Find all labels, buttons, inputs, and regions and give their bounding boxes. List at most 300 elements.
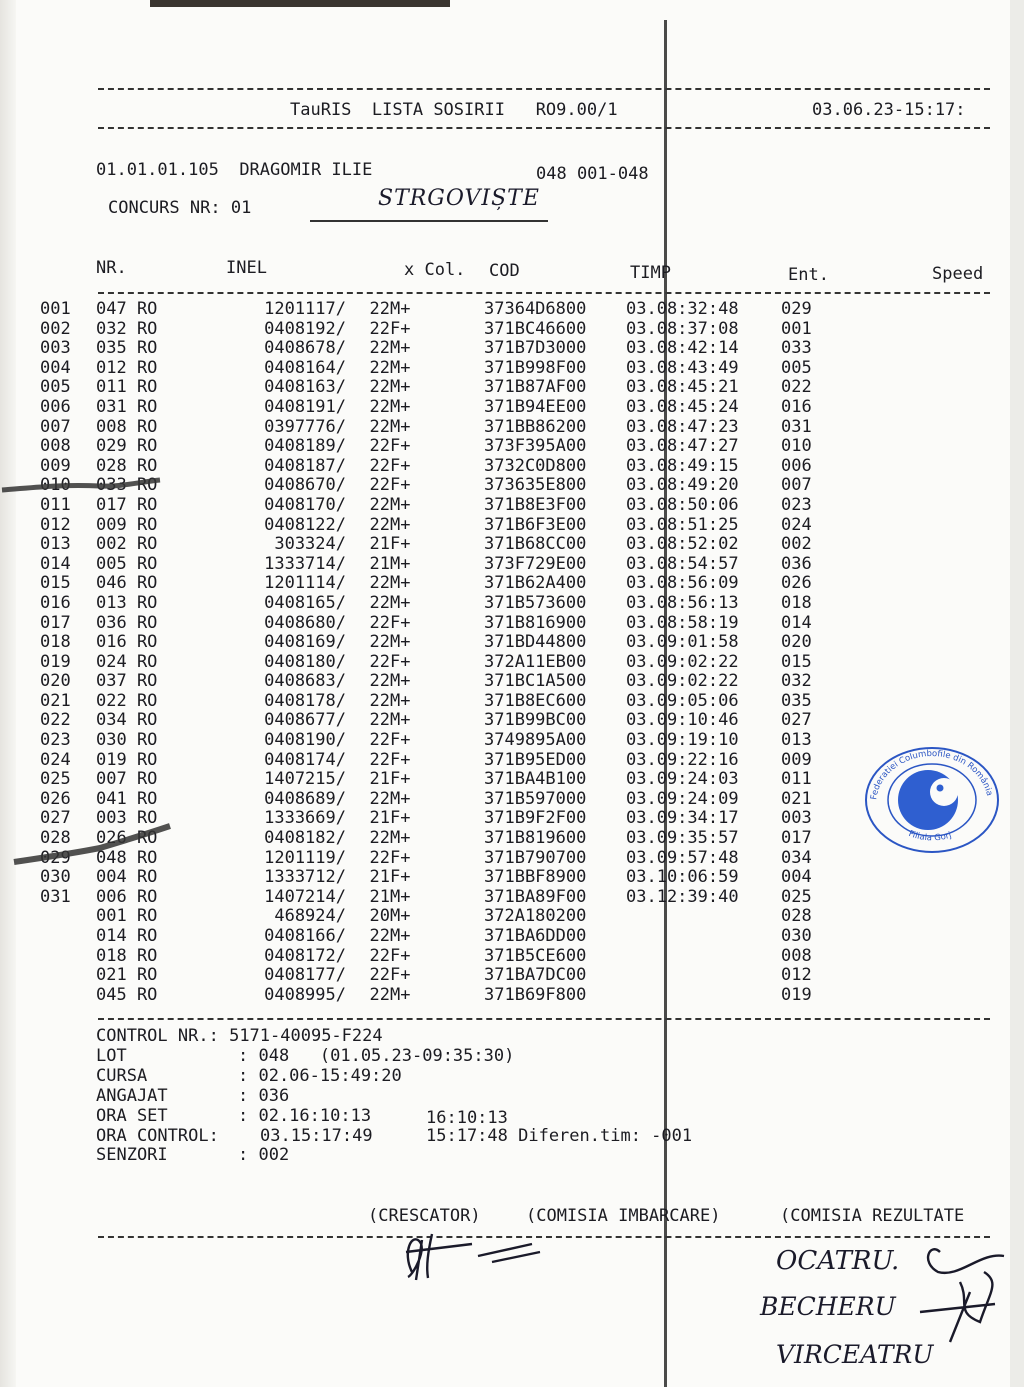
row-year: 22 — [369, 514, 390, 535]
senzori-value: : 002 — [238, 1145, 290, 1165]
row-sex: F+ — [390, 965, 411, 986]
row-entry: 020 — [781, 632, 812, 653]
row-entry: 016 — [781, 396, 812, 417]
row-code: 371B5CE600 — [484, 945, 587, 966]
row-entry: 005 — [781, 357, 812, 378]
row-entry: 010 — [781, 436, 812, 457]
row-nr: 032 RO — [96, 318, 158, 339]
row-position: 018 — [40, 632, 71, 653]
row-year: 22 — [369, 788, 390, 809]
col-timp: TIMP — [630, 263, 671, 283]
row-year: 22 — [369, 396, 390, 417]
row-sex: F+ — [390, 612, 411, 633]
row-entry: 031 — [781, 416, 812, 437]
row-sex: M+ — [390, 690, 411, 711]
row-sex: F+ — [390, 475, 411, 496]
row-year: 22 — [369, 494, 390, 515]
row-nr: 035 RO — [96, 338, 158, 359]
row-sex: F+ — [390, 455, 411, 476]
row-ring: 0408677/ — [264, 710, 346, 731]
contest-number: 01 — [230, 198, 252, 218]
row-code: 371BA4B100 — [484, 769, 587, 790]
row-code: 371B816900 — [484, 612, 587, 633]
row-ring: 0408683/ — [264, 671, 346, 692]
row-code: 371B95ED00 — [484, 749, 587, 770]
row-entry: 006 — [781, 455, 812, 476]
row-year: 22 — [369, 475, 390, 496]
row-entry: 032 — [781, 671, 812, 692]
row-entry: 024 — [781, 514, 812, 535]
federation-stamp — [862, 744, 1002, 854]
signature-name-2: BECHERU — [760, 1292, 896, 1321]
lot-value: : 048 (01.05.23-09:35:30) — [238, 1046, 515, 1066]
row-ring: 0408191/ — [264, 396, 346, 417]
row-ring: 0408169/ — [264, 632, 346, 653]
table-row — [40, 947, 831, 967]
row-nr: 017 RO — [96, 494, 158, 515]
row-position: 007 — [40, 416, 71, 437]
row-ring: 0408165/ — [264, 592, 346, 613]
row-sex: M+ — [390, 632, 411, 653]
ora-set-value2: 16:10:13 — [426, 1108, 508, 1128]
row-time: 03.08:42:14 — [626, 338, 739, 359]
table-row — [40, 888, 831, 908]
row-entry: 025 — [781, 886, 812, 907]
row-entry: 011 — [781, 769, 812, 790]
row-ring: 0408170/ — [264, 494, 346, 515]
row-ring: 1333714/ — [264, 553, 346, 574]
row-sex: M+ — [390, 926, 411, 946]
cursa-value: : 02.06-15:49:20 — [238, 1066, 402, 1086]
row-sex: M+ — [390, 494, 411, 515]
row-entry: 019 — [781, 984, 812, 1005]
row-time: 03.08:32:48 — [626, 299, 739, 319]
row-year: 22 — [369, 710, 390, 731]
row-nr: 019 RO — [96, 749, 158, 770]
row-time: 03.09:02:22 — [626, 671, 739, 692]
row-position: 015 — [40, 573, 71, 594]
row-position: 002 — [40, 318, 71, 339]
row-year: 21 — [369, 867, 390, 888]
row-ring: 1201114/ — [264, 573, 346, 594]
row-year: 22 — [369, 338, 390, 359]
row-position: 025 — [40, 769, 71, 790]
row-ring: 0408163/ — [264, 377, 346, 398]
stamp-bottom-text: Filiala Gorj — [907, 829, 953, 844]
row-code: 371BA6DD00 — [484, 926, 587, 946]
row-year: 21 — [369, 553, 390, 574]
row-code: 371B790700 — [484, 847, 587, 868]
col-xcol: x Col. — [404, 260, 466, 280]
row-entry: 033 — [781, 338, 812, 359]
row-nr: 030 RO — [96, 730, 158, 751]
control-value: 5171-40095-F224 — [229, 1026, 383, 1046]
sign-crescator: (CRESCATOR) — [368, 1206, 481, 1226]
row-ring: 1201117/ — [264, 299, 346, 319]
pen-stroke — [0, 470, 170, 510]
contest-underline — [310, 220, 548, 222]
row-ring: 0408680/ — [264, 612, 346, 633]
col-nr: NR. — [96, 258, 127, 278]
row-position: 008 — [40, 436, 71, 457]
row-position: 020 — [40, 671, 71, 692]
row-entry: 017 — [781, 828, 812, 849]
table-row — [40, 770, 831, 790]
row-code: 3732C0D800 — [484, 455, 587, 476]
signature-name-3: VIRCEATRU — [776, 1340, 934, 1369]
row-position: 004 — [40, 357, 71, 378]
row-entry: 012 — [781, 965, 812, 986]
row-sex: M+ — [390, 377, 411, 398]
row-year: 22 — [369, 749, 390, 770]
row-time: 03.08:47:23 — [626, 416, 739, 437]
row-code: 371B87AF00 — [484, 377, 587, 398]
row-nr: 048 RO — [96, 847, 158, 868]
row-code: 371BC46600 — [484, 318, 587, 339]
row-code: 371BA7DC00 — [484, 965, 587, 986]
row-time: 03.09:35:57 — [626, 828, 739, 849]
divider — [98, 88, 990, 90]
row-nr: 047 RO — [96, 299, 158, 319]
row-time: 03.08:47:27 — [626, 436, 739, 457]
row-year: 21 — [369, 808, 390, 829]
row-time: 03.12:39:40 — [626, 886, 739, 907]
row-sex: F+ — [390, 651, 411, 672]
sign-comisia-imbarcare: (COMISIA IMBARCARE) — [526, 1206, 721, 1226]
row-code: 371BBF8900 — [484, 867, 587, 888]
row-code: 3749895A00 — [484, 730, 587, 751]
row-year: 22 — [369, 357, 390, 378]
row-time: 03.08:49:15 — [626, 455, 739, 476]
ora-set-label: ORA SET — [96, 1106, 168, 1126]
row-year: 21 — [369, 886, 390, 907]
row-time: 03.08:56:13 — [626, 592, 739, 613]
row-year: 22 — [369, 945, 390, 966]
table-row — [40, 927, 831, 947]
row-position: 030 — [40, 867, 71, 888]
row-ring: 468924/ — [274, 906, 346, 927]
row-nr: 005 RO — [96, 553, 158, 574]
row-sex: M+ — [390, 828, 411, 849]
row-time: 03.10:06:59 — [626, 867, 739, 888]
row-time: 03.09:10:46 — [626, 710, 739, 731]
row-entry: 023 — [781, 494, 812, 515]
row-position: 029 — [40, 847, 71, 868]
row-time: 03.09:57:48 — [626, 847, 739, 868]
row-year: 22 — [369, 926, 390, 946]
row-year: 21 — [369, 534, 390, 555]
row-year: 22 — [369, 847, 390, 868]
row-ring: 1333712/ — [264, 867, 346, 888]
row-nr: 031 RO — [96, 396, 158, 417]
row-ring: 0408192/ — [264, 318, 346, 339]
angajat-value: : 036 — [238, 1086, 290, 1106]
row-nr: 004 RO — [96, 867, 158, 888]
table-row — [40, 339, 831, 359]
row-year: 22 — [369, 632, 390, 653]
table-row — [40, 672, 831, 692]
row-year: 22 — [369, 455, 390, 476]
row-sex: M+ — [390, 338, 411, 359]
row-entry: 004 — [781, 867, 812, 888]
row-ring: 1407214/ — [264, 886, 346, 907]
row-year: 22 — [369, 984, 390, 1005]
row-nr: 022 RO — [96, 690, 158, 711]
row-time: 03.09:01:58 — [626, 632, 739, 653]
divider — [98, 127, 990, 129]
row-nr: 014 RO — [96, 926, 158, 946]
row-entry: 026 — [781, 573, 812, 594]
row-entry: 009 — [781, 749, 812, 770]
row-code: 371BC1A500 — [484, 671, 587, 692]
row-sex: M+ — [390, 396, 411, 417]
table-row — [40, 907, 831, 927]
row-sex: F+ — [390, 534, 411, 555]
row-position: 003 — [40, 338, 71, 359]
row-entry: 002 — [781, 534, 812, 555]
stamp-top-text: Federatiei Columbofile din România — [869, 748, 995, 801]
row-position: 013 — [40, 534, 71, 555]
row-code: 372A180200 — [484, 906, 587, 927]
row-entry: 029 — [781, 299, 812, 319]
col-speed: Speed — [932, 264, 984, 284]
table-row — [40, 516, 831, 536]
row-sex: F+ — [390, 749, 411, 770]
row-ring: 1407215/ — [264, 769, 346, 790]
row-entry: 014 — [781, 612, 812, 633]
row-entry: 001 — [781, 318, 812, 339]
row-sex: F+ — [390, 436, 411, 457]
row-sex: F+ — [390, 867, 411, 888]
row-nr: 001 RO — [96, 906, 158, 927]
row-year: 22 — [369, 573, 390, 594]
row-position: 009 — [40, 455, 71, 476]
ora-control-value2: 15:17:48 Diferen.tim: -001 — [426, 1126, 693, 1146]
row-ring: 0408164/ — [264, 357, 346, 378]
row-nr: 029 RO — [96, 436, 158, 457]
row-time — [626, 927, 781, 947]
pigeon-count: 048 001-048 — [536, 164, 649, 184]
page-edge-left — [0, 0, 16, 1387]
row-time: 03.09:05:06 — [626, 690, 739, 711]
app-name: TauRIS — [290, 100, 352, 120]
row-position: 011 — [40, 494, 71, 515]
row-entry: 028 — [781, 906, 812, 927]
page-edge-right — [1010, 0, 1024, 1387]
ora-set-value: : 02.16:10:13 — [238, 1106, 372, 1126]
row-ring: 0408182/ — [264, 828, 346, 849]
row-time: 03.08:37:08 — [626, 318, 739, 339]
table-row — [40, 751, 831, 771]
row-time: 03.09:19:10 — [626, 730, 739, 751]
row-code: 371BD44800 — [484, 632, 587, 653]
crescator-signature — [392, 1222, 542, 1284]
table-row — [40, 437, 831, 457]
row-position: 031 — [40, 886, 71, 907]
row-entry: 035 — [781, 690, 812, 711]
row-position: 006 — [40, 396, 71, 417]
col-cod: COD — [489, 261, 520, 281]
row-nr: 046 RO — [96, 573, 158, 594]
row-position — [40, 986, 96, 1006]
row-time: 03.08:45:24 — [626, 396, 739, 417]
row-entry: 034 — [781, 847, 812, 868]
header-left — [290, 100, 618, 120]
row-nr: 003 RO — [96, 808, 158, 829]
row-entry: 007 — [781, 475, 812, 496]
row-sex: M+ — [390, 906, 411, 927]
table-row — [40, 378, 831, 398]
col-ent: Ent. — [788, 265, 829, 285]
row-time: 03.09:02:22 — [626, 651, 739, 672]
divider — [98, 1236, 990, 1238]
row-year: 22 — [369, 436, 390, 457]
row-code: 373F395A00 — [484, 436, 587, 457]
row-position: 016 — [40, 592, 71, 613]
row-code: 371B6F3E00 — [484, 514, 587, 535]
row-sex: M+ — [390, 592, 411, 613]
row-code: 371B597000 — [484, 788, 587, 809]
row-ring: 0408190/ — [264, 730, 346, 751]
contest-location-handwritten: STRGOVIȘTE — [378, 186, 540, 211]
row-sex: F+ — [390, 808, 411, 829]
row-year: 22 — [369, 730, 390, 751]
divider — [98, 1018, 990, 1020]
row-ring: 0408174/ — [264, 749, 346, 770]
row-entry: 030 — [781, 926, 812, 946]
row-nr: 016 RO — [96, 632, 158, 653]
table-row — [40, 692, 831, 712]
row-code: 373F729E00 — [484, 553, 587, 574]
row-time: 03.08:58:19 — [626, 612, 739, 633]
row-sex: M+ — [390, 416, 411, 437]
row-entry: 027 — [781, 710, 812, 731]
row-entry: 036 — [781, 553, 812, 574]
breeder-name: DRAGOMIR ILIE — [239, 160, 373, 180]
row-position: 010 — [40, 475, 71, 496]
table-row — [40, 966, 831, 986]
lot-label: LOT — [96, 1046, 127, 1066]
row-year: 22 — [369, 612, 390, 633]
row-year: 22 — [369, 671, 390, 692]
table-row — [40, 594, 831, 614]
col-inel: INEL — [226, 258, 267, 278]
row-sex: M+ — [390, 671, 411, 692]
row-code: 371B62A400 — [484, 573, 587, 594]
table-row — [40, 633, 831, 653]
row-nr: 045 RO — [96, 984, 158, 1005]
row-ring: 0397776/ — [264, 416, 346, 437]
sign-comisia-rezultate: (COMISIA REZULTATE — [780, 1206, 965, 1226]
row-code: 371B8E3F00 — [484, 494, 587, 515]
row-position: 023 — [40, 730, 71, 751]
row-time — [626, 907, 781, 927]
row-time: 03.09:24:09 — [626, 788, 739, 809]
row-position: 028 — [40, 828, 71, 849]
row-ring: 0408172/ — [264, 945, 346, 966]
row-time — [626, 966, 781, 986]
row-entry: 022 — [781, 377, 812, 398]
row-code: 371BA89F00 — [484, 886, 587, 907]
row-position: 027 — [40, 808, 71, 829]
row-year: 22 — [369, 318, 390, 339]
row-nr: 011 RO — [96, 377, 158, 398]
row-time: 03.08:54:57 — [626, 553, 739, 574]
table-row — [40, 398, 831, 418]
table-row — [40, 555, 831, 575]
row-ring: 0408178/ — [264, 690, 346, 711]
row-year: 22 — [369, 965, 390, 986]
row-position: 026 — [40, 788, 71, 809]
row-nr: 028 RO — [96, 455, 158, 476]
breeder-id: 01.01.01.105 — [96, 160, 219, 180]
table-row — [40, 986, 831, 1006]
row-year: 22 — [369, 690, 390, 711]
row-entry: 003 — [781, 808, 812, 829]
row-ring: 1201119/ — [264, 847, 346, 868]
row-ring: 0408177/ — [264, 965, 346, 986]
row-nr: 009 RO — [96, 514, 158, 535]
row-ring: 0408122/ — [264, 514, 346, 535]
row-entry: 018 — [781, 592, 812, 613]
row-time — [626, 947, 781, 967]
row-ring: 0408689/ — [264, 788, 346, 809]
row-nr: 041 RO — [96, 788, 158, 809]
row-time: 03.08:52:02 — [626, 534, 739, 555]
row-sex: M+ — [390, 788, 411, 809]
table-row — [40, 653, 831, 673]
row-sex: M+ — [390, 573, 411, 594]
row-nr: 002 RO — [96, 534, 158, 555]
row-sex: F+ — [390, 730, 411, 751]
row-position: 024 — [40, 749, 71, 770]
row-code: 371B573600 — [484, 592, 587, 613]
row-sex: M+ — [390, 357, 411, 378]
row-time — [626, 986, 781, 1006]
contest-line — [108, 198, 251, 218]
row-nr: 013 RO — [96, 592, 158, 613]
row-code: 373635E800 — [484, 475, 587, 496]
row-ring: 303324/ — [274, 534, 346, 555]
table-row — [40, 320, 831, 340]
table-row — [40, 614, 831, 634]
contest-label: CONCURS NR: — [108, 198, 221, 218]
row-time: 03.09:24:03 — [626, 769, 739, 790]
signature-name-1: OCATRU. — [776, 1246, 900, 1276]
row-code: 371B9F2F00 — [484, 808, 587, 829]
pen-stroke — [10, 818, 180, 878]
row-time: 03.08:49:20 — [626, 475, 739, 496]
row-nr: 012 RO — [96, 357, 158, 378]
row-ring: 0408678/ — [264, 338, 346, 359]
row-time: 03.08:45:21 — [626, 377, 739, 398]
row-ring: 0408670/ — [264, 475, 346, 496]
row-sex: M+ — [390, 514, 411, 535]
row-code: 371B99BC00 — [484, 710, 587, 731]
row-position: 022 — [40, 710, 71, 731]
row-nr: 018 RO — [96, 945, 158, 966]
row-year: 22 — [369, 651, 390, 672]
row-nr: 033 RO — [96, 475, 158, 496]
row-nr: 006 RO — [96, 886, 158, 907]
ora-control-value: 03.15:17:49 — [260, 1126, 373, 1146]
row-nr: 036 RO — [96, 612, 158, 633]
row-entry: 008 — [781, 945, 812, 966]
document-title: LISTA SOSIRII — [371, 100, 505, 120]
row-nr: 008 RO — [96, 416, 158, 437]
row-ring: 0408166/ — [264, 926, 346, 946]
row-position — [40, 947, 96, 967]
